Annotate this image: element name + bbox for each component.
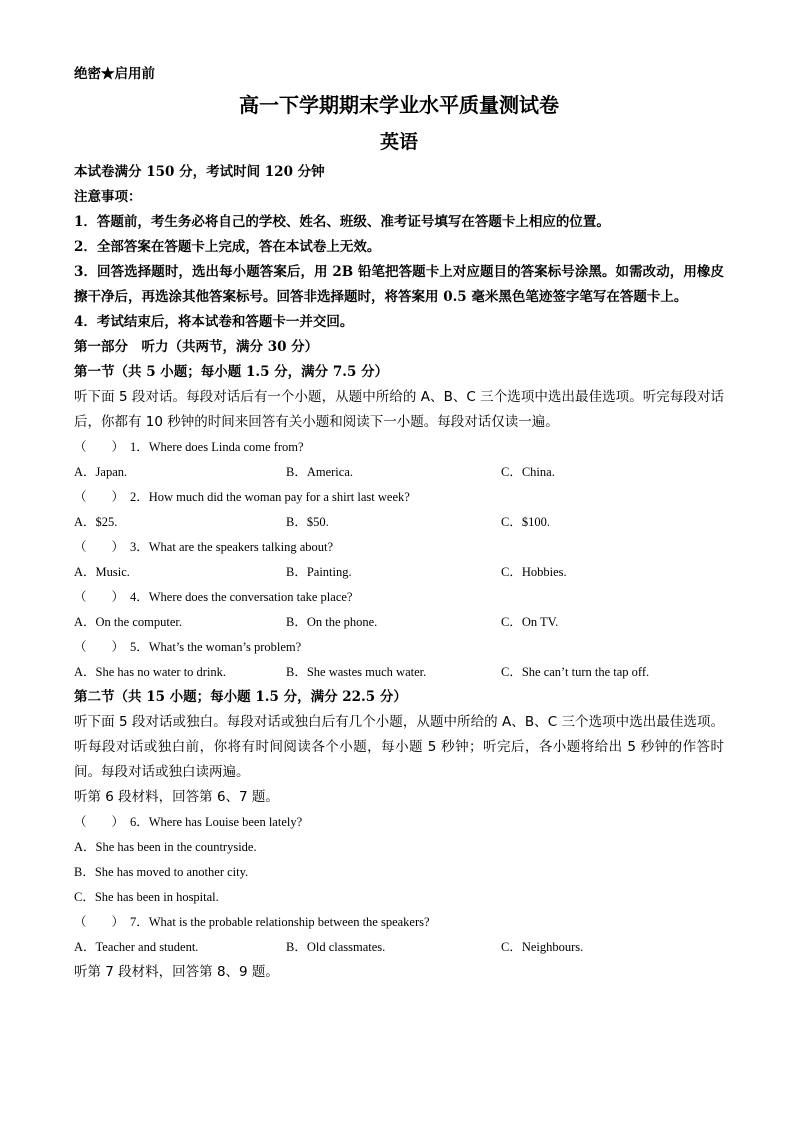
note-item: 2．全部答案在答题卡上完成，答在本试卷上无效。 xyxy=(74,239,381,255)
option-b: B．America. xyxy=(286,465,353,479)
options-row xyxy=(74,660,724,685)
option-a: A．She has no water to drink. xyxy=(74,665,227,679)
answer-blank[interactable]: （ ） xyxy=(74,440,125,454)
options-row xyxy=(74,610,724,635)
question-stem xyxy=(74,485,724,510)
answer-blank[interactable]: （ ） xyxy=(74,640,125,654)
question-stem xyxy=(74,585,724,610)
option-c: C．Hobbies. xyxy=(501,565,567,579)
material-6-label: 听第 6 段材料，回答第 6、7 题。 xyxy=(74,789,279,805)
note-item: 1．答题前，考生务必将自己的学校、姓名、班级、准考证号填写在答题卡上相应的位置。 xyxy=(74,214,610,230)
answer-blank[interactable]: （ ） xyxy=(74,590,125,604)
option-b: B．Old classmates. xyxy=(286,940,386,954)
options-row xyxy=(74,935,724,960)
question-stem xyxy=(74,635,724,660)
answer-blank[interactable]: （ ） xyxy=(74,915,125,929)
answer-blank[interactable]: （ ） xyxy=(74,540,125,554)
option-a: A．She has been in the countryside. xyxy=(74,840,257,854)
part1-heading: 第一部分 听力（共两节，满分 30 分） xyxy=(74,339,319,355)
answer-blank[interactable]: （ ） xyxy=(74,490,125,504)
question-stem xyxy=(74,810,724,835)
option-c: C．China. xyxy=(501,465,555,479)
section1-instruction: 听下面 5 段对话。每段对话后有一个小题，从题中所给的 A、B、C 三个选项中选出最佳选项。听完每段对话后，你都有 10 秒钟的时间来回答有关小题和阅读下一小题。每段对话仅读一遍。 xyxy=(74,389,724,430)
options-row xyxy=(74,510,724,535)
section1-heading: 第一节（共 5 小题；每小题 1.5 分，满分 7.5 分） xyxy=(74,364,389,380)
option-b: B．On the phone. xyxy=(286,615,378,629)
option-c: C．She has been in hospital. xyxy=(74,890,219,904)
exam-title: 高一下学期期末学业水平质量测试卷 xyxy=(239,93,559,117)
question-text: 1．Where does Linda come from? xyxy=(130,440,304,454)
option-c: C．Neighbours. xyxy=(501,940,584,954)
question-stem xyxy=(74,535,724,560)
question-text: 6．Where has Louise been lately? xyxy=(130,815,303,829)
option-a: A．Teacher and student. xyxy=(74,940,199,954)
section2-instruction: 听下面 5 段对话或独白。每段对话或独白后有几个小题，从题中所给的 A、B、C 三个选项中选出最佳选项。听每段对话或独白前，你将有时间阅读各个小题，每小题 5 秒钟；听完后，各小题将给出 5 秒钟的作答时间。每段对话或独白读两遍。 xyxy=(74,714,724,780)
option-a: A．Japan. xyxy=(74,465,128,479)
confidential-label: 绝密★启用前 xyxy=(74,66,155,82)
options-row xyxy=(74,560,724,585)
note-item: 4．考试结束后，将本试卷和答题卡一并交回。 xyxy=(74,314,354,330)
question-text: 5．What’s the woman’s problem? xyxy=(130,640,302,654)
option-c: C．On TV. xyxy=(501,615,559,629)
question-text: 4．Where does the conversation take place? xyxy=(130,590,353,604)
option-a: A．On the computer. xyxy=(74,615,182,629)
note-item: 3．回答选择题时，选出每小题答案后，用 2B 铅笔把答题卡上对应题目的答案标号涂黑。如需改动，用橡皮擦干净后，再选涂其他答案标号。回答非选择题时，将答案用 0.5 毫米黑色笔迹签字笔写在答题卡上。 xyxy=(74,264,724,305)
question-stem xyxy=(74,435,724,460)
question-text: 7．What is the probable relationship between the speakers? xyxy=(130,915,430,929)
option-a: A．$25. xyxy=(74,515,118,529)
subject-title: 英语 xyxy=(379,131,418,153)
option-b: B．Painting. xyxy=(286,565,352,579)
option-c: C．$100. xyxy=(501,515,550,529)
exam-page xyxy=(74,62,724,985)
question-text: 3．What are the speakers talking about? xyxy=(130,540,334,554)
question-text: 2．How much did the woman pay for a shirt last week? xyxy=(130,490,410,504)
material-7-label: 听第 7 段材料，回答第 8、9 题。 xyxy=(74,964,279,980)
section2-heading: 第二节（共 15 小题；每小题 1.5 分，满分 22.5 分） xyxy=(74,689,407,705)
option-b: B．$50. xyxy=(286,515,329,529)
option-b: B．She wastes much water. xyxy=(286,665,427,679)
option-b: B．She has moved to another city. xyxy=(74,865,249,879)
question-stem xyxy=(74,910,724,935)
option-c: C．She can’t turn the tap off. xyxy=(501,665,650,679)
score-time-info: 本试卷满分 150 分，考试时间 120 分钟 xyxy=(74,164,325,180)
notes-heading: 注意事项： xyxy=(74,189,142,205)
options-row xyxy=(74,460,724,485)
option-a: A．Music. xyxy=(74,565,130,579)
answer-blank[interactable]: （ ） xyxy=(74,815,125,829)
